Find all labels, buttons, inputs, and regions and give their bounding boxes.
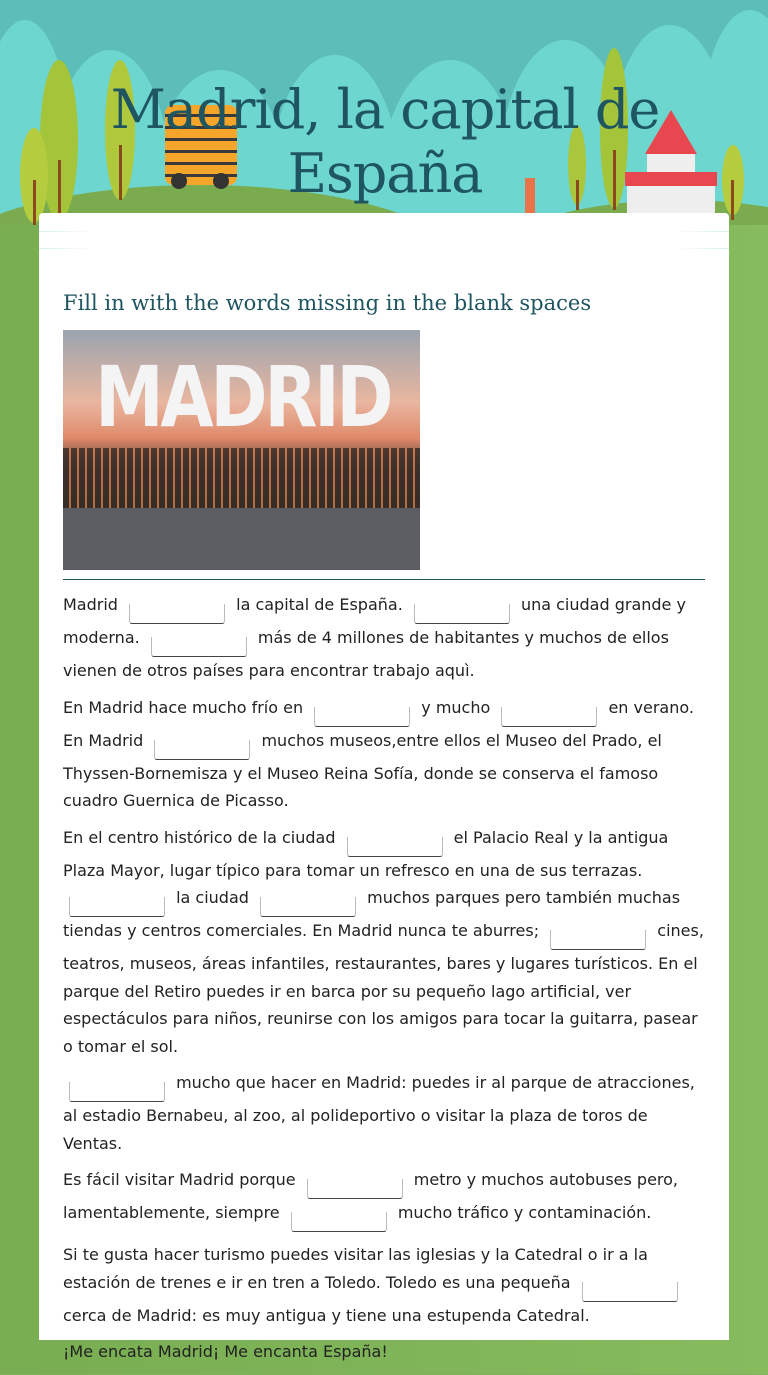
blank-input-3[interactable] bbox=[151, 637, 247, 657]
text-segment: la ciudad bbox=[171, 888, 255, 907]
paragraph bbox=[63, 694, 705, 815]
text-segment: más de 4 millones de habitantes y muchos de ellos vienen de otros países para encontrar trabajo aquì. bbox=[63, 628, 669, 680]
page-title: Madrid, la capital de España bbox=[110, 78, 660, 205]
paragraph bbox=[63, 1069, 705, 1157]
text-segment: cines, teatros, museos, áreas infantiles, restaurantes, bares y lugares turísticos. En el parque del Retiro puedes ir en barca por su pequeño lago artificial, ver espectáculos para niños, reunirse con los amigos para tocar la guitarra, pasear o tomar el sol. bbox=[63, 921, 704, 1056]
blank-input-4[interactable] bbox=[314, 707, 410, 727]
blank-input-14[interactable] bbox=[582, 1282, 678, 1302]
blank-input-5[interactable] bbox=[501, 707, 597, 727]
text-segment: una ciudad grande y moderna. bbox=[63, 595, 686, 647]
paragraph bbox=[63, 591, 705, 685]
text-segment: En Madrid hace mucho frío en bbox=[63, 697, 309, 717]
blank-input-7[interactable] bbox=[347, 837, 443, 857]
text-segment: Si te gusta hacer turismo puedes visitar las iglesias y la Catedral o ir a la estación de trenes e ir en tren a Toledo. Toledo es una pequeña bbox=[63, 1245, 648, 1292]
worksheet-text bbox=[63, 591, 705, 1375]
blank-input-2[interactable] bbox=[414, 604, 510, 624]
text-segment: cerca de Madrid: es muy antigua y tiene una estupenda Catedral. bbox=[63, 1305, 590, 1325]
blank-input-13[interactable] bbox=[291, 1212, 387, 1232]
photo-title-text: MADRID bbox=[95, 348, 391, 446]
text-segment: En el centro histórico de la ciudad bbox=[63, 827, 341, 847]
blank-input-8[interactable] bbox=[69, 897, 165, 917]
paragraph bbox=[63, 1166, 705, 1232]
text-segment: metro y muchos autobuses pero, lamentablemente, siempre bbox=[63, 1170, 679, 1222]
instructions-heading: Fill in with the words missing in the blank spaces bbox=[63, 291, 592, 315]
text-segment: mucho que hacer en Madrid: puedes ir al parque de atracciones, al estadio Bernabeu, al zoo, al polideportivo o visitar la plaza de toros de Ventas. bbox=[63, 1073, 695, 1153]
blank-input-6[interactable] bbox=[154, 740, 250, 760]
text-segment: en verano. En Madrid bbox=[63, 697, 694, 750]
worksheet-card bbox=[39, 213, 729, 1361]
text-segment: muchos museos,entre ellos el Museo del Prado, el Thyssen-Bornemisza y el Museo Reina Sofía, donde se conserva el famoso cuadro Guernica de Picasso. bbox=[63, 730, 662, 810]
text-segment: Es fácil visitar Madrid porque bbox=[63, 1170, 301, 1189]
paragraph bbox=[63, 1338, 705, 1366]
blank-input-9[interactable] bbox=[260, 897, 356, 917]
text-segment: ¡Me encata Madrid¡ Me encanta España! bbox=[63, 1342, 388, 1361]
blank-input-10[interactable] bbox=[550, 930, 646, 950]
text-segment: el Palacio Real y la antigua Plaza Mayor, lugar típico para tomar un refresco en una de sus terrazas. bbox=[63, 827, 669, 880]
text-segment: muchos parques pero también muchas tiendas y centros comerciales. En Madrid nunca te aburres; bbox=[63, 888, 681, 940]
divider bbox=[63, 579, 705, 580]
paragraph bbox=[63, 824, 705, 1061]
blank-input-12[interactable] bbox=[307, 1179, 403, 1199]
paragraph bbox=[63, 1241, 705, 1329]
text-segment: la capital de España. bbox=[231, 595, 408, 614]
blank-input-1[interactable] bbox=[129, 604, 225, 624]
madrid-photo bbox=[63, 330, 420, 570]
blank-input-11[interactable] bbox=[69, 1082, 165, 1102]
text-segment: y mucho bbox=[416, 697, 496, 717]
text-segment: mucho tráfico y contaminación. bbox=[392, 1203, 652, 1222]
text-segment: Madrid bbox=[63, 595, 124, 614]
